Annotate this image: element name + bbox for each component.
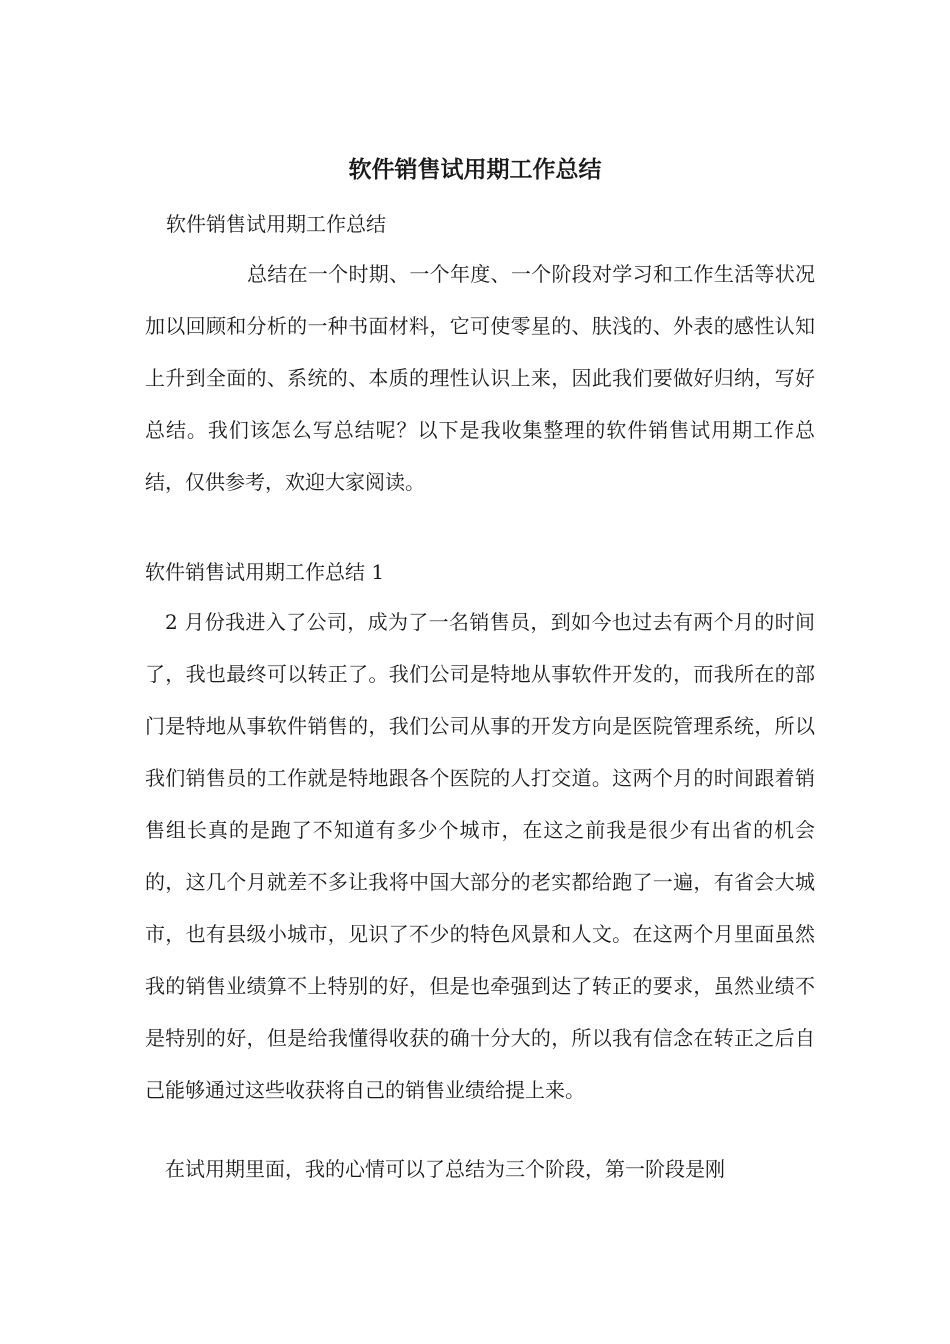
document-title: 软件销售试用期工作总结 (348, 157, 602, 183)
body-paragraph-2: 在试用期里面，我的心情可以了总结为三个阶段，第一阶段是刚 (165, 1157, 725, 1181)
document-subtitle: 软件销售试用期工作总结 (166, 212, 386, 236)
intro-paragraph: 总结在一个时期、一个年度、一个阶段对学习和工作生活等状况加以回顾和分析的一种书面材料，它可使零星的、肤浅的、外表的感性认知上升到全面的、系统的、本质的理性认识上来，因此我们要做好归纳，写好总结。我们该怎么写总结呢？以下是我收集整理的软件销售试用期工作总结，仅供参考，欢迎大家阅读。 (145, 262, 815, 494)
body-paragraph-1: 2 月份我进入了公司，成为了一名销售员，到如今也过去有两个月的时间了，我也最终可以转正了。我们公司是特地从事软件开发的，而我所在的部门是特地从事软件销售的，我们公司从事的开发方向是医院管理系统，所以我们销售员的工作就是特地跟各个医院的人打交道。这两个月的时间跟着销售组长真的是跑了不知道有多少个城市，在这之前我是很少有出省的机会的，这几个月就差不多让我将中国大部分的老实都给跑了一遍，有省会大城市，也有县级小城市，见识了不少的特色风景和人文。在这两个月里面虽然我的销售业绩算不上特别的好，但是也牵强到达了转正的要求，虽然业绩不是特别的好，但是给我懂得收获的确十分大的，所以我有信念在转正之后自己能够通过这些收获将自己的销售业绩给提上来。 (145, 610, 815, 1102)
section-heading: 软件销售试用期工作总结 1 (145, 560, 385, 584)
